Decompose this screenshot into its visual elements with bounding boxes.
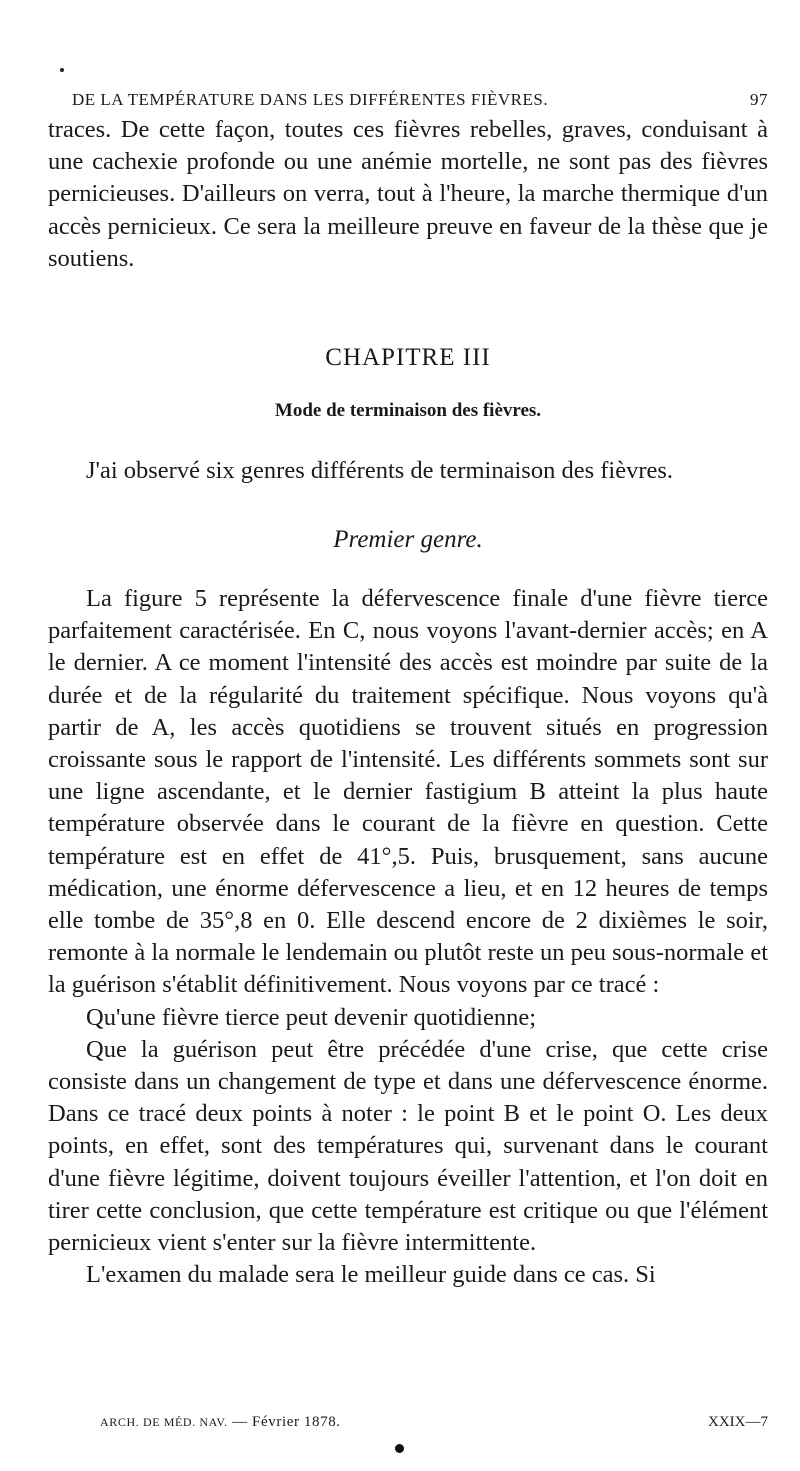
footer-dash: —	[232, 1414, 248, 1430]
section-heading: Premier genre.	[333, 526, 483, 553]
printer-mark-dot	[60, 68, 64, 72]
main-text-block	[48, 583, 768, 1291]
footer-journal	[100, 1414, 341, 1431]
running-head-title: DE LA TEMPÉRATURE DANS LES DIFFÉRENTES FIÈVRES.	[72, 90, 549, 109]
observation-2-paragraph: Que la guérison peut être précédée d'une crise, que cette crise consiste dans un changement de type et dans une défervescence énorme. Dans ce tracé deux points à noter : le point B et le point O. Les deux points, en effet, sont des températures qui, survenant dans le courant d'une fièvre légitime, doivent toujours éveiller l'attention, et l'on doit en tirer cette conclusion, que cette température est critique ou que l'élément pernicieux vient s'enter sur la fièvre intermittente.	[48, 1035, 768, 1257]
chapter-title: CHAPITRE III	[325, 344, 491, 371]
page-number: 97	[750, 90, 768, 109]
intro-text: traces. De cette façon, toutes ces fièvres rebelles, graves, conduisant à une cachexie profonde ou une anémie mortelle, ne sont pas des fièvres pernicieuses. D'ailleurs on verra, tout à l'heure, la marche thermique d'un accès pernicieux. Ce sera la meilleure preuve en faveur de la thèse que je soutiens.	[48, 116, 768, 272]
closing-paragraph: L'examen du malade sera le meilleur guide dans ce cas. Si	[86, 1261, 656, 1289]
footer-date: Février 1878.	[252, 1414, 341, 1430]
figure-description-paragraph: La figure 5 représente la défervescence finale d'une fièvre tierce parfaitement caractérisée. En C, nous voyons l'avant-dernier accès; en A le dernier. A ce moment l'intensité des accès est moindre par suite de la durée et de la régularité du traitement spécifique. Nous voyons qu'à partir de A, les accès quotidiens se trouvent situés en progression croissante sous le rapport de l'intensité. Les différents sommets sont sur une ligne ascendante, et le dernier fastigium B atteint la plus haute température observée dans le courant de la fièvre en question. Cette température est en effet de 41°,5. Puis, brusquement, sans aucune médication, une énorme défervescence a lieu, et en 12 heures de temps elle tombe de 35°,8 en 0. Elle descend encore de 2 dixièmes le soir, remonte à la normale le lendemain ou plutôt reste un peu sous-normale et la guérison s'établit définitivement. Nous voyons par ce tracé :	[48, 585, 768, 999]
six-genres-text: J'ai observé six genres différents de terminaison des fièvres.	[86, 457, 674, 484]
footer-signature: XXIX—7	[708, 1414, 768, 1430]
six-genres-paragraph	[48, 455, 768, 487]
footer-journal-name: ARCH. DE MÉD. NAV.	[100, 1415, 228, 1429]
observation-1-paragraph: Qu'une fièvre tierce peut devenir quotidienne;	[86, 1003, 536, 1031]
chapter-subtitle: Mode de terminaison des fièvres.	[274, 400, 542, 421]
page-footer	[100, 1414, 768, 1431]
printer-mark-dot-bottom	[395, 1444, 404, 1453]
running-head	[72, 90, 768, 110]
intro-paragraph	[48, 114, 768, 275]
